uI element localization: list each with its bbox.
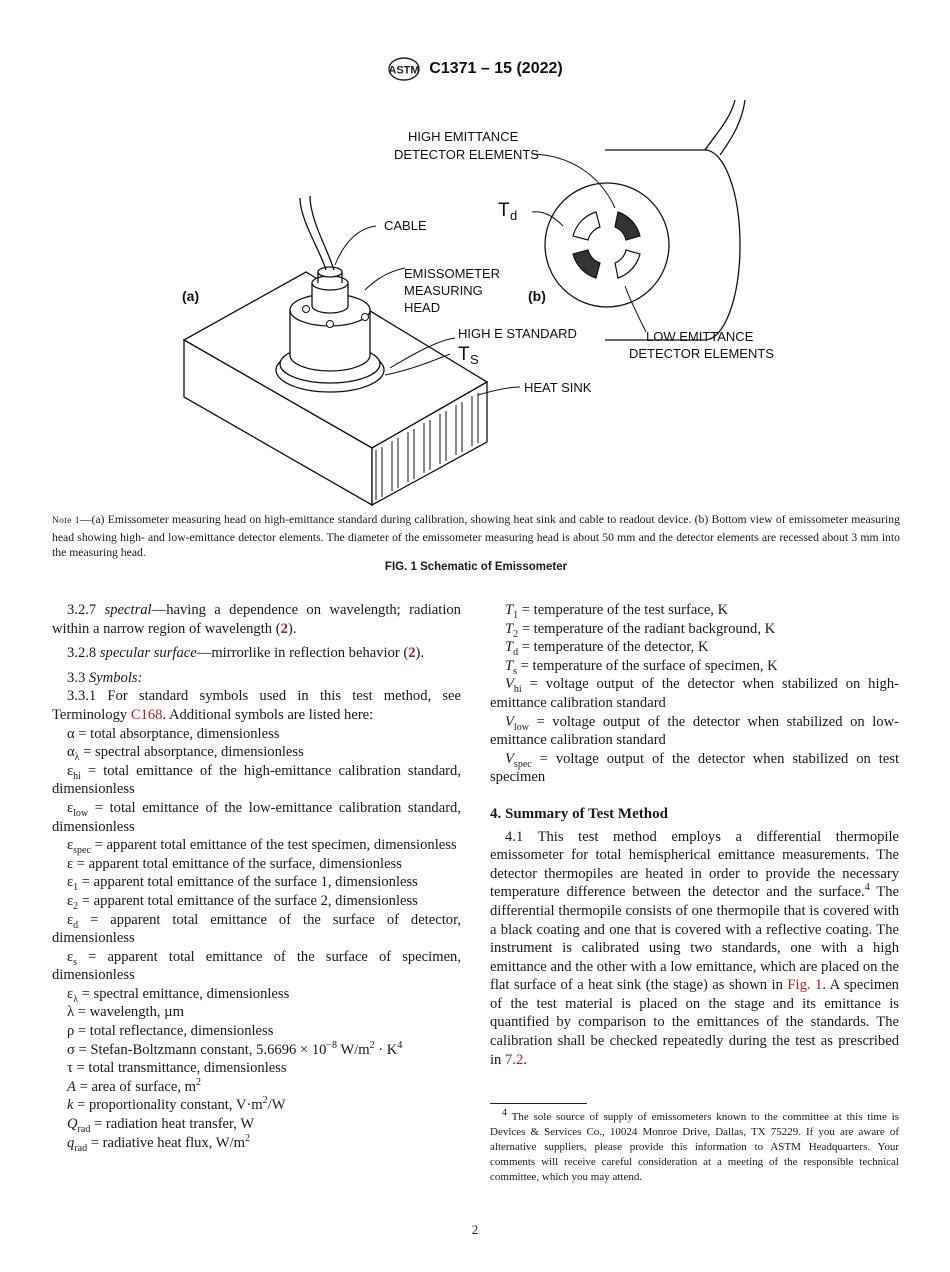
symbol-lambda: λ = wavelength, µm: [67, 1004, 184, 1021]
footnote-rule: [490, 1103, 587, 1104]
symbol-tau: τ = total transmittance, dimensionless: [67, 1060, 287, 1077]
section-4-1: 4.1 This test method employs a differential thermopile emissometer for total hemispherical emittance measurements. The detector thermopiles are heated in order to provide the necessary temperature difference between the detector and the surface.$^4$ The differential thermopile consists of one thermopile that is covered with a black coating and one that is covered with a reflective coating. The instrument is calibrated using two standards, one with a high emittance and the other with a low emittance, which are placed on the flat surface of a heat sink (the stage) as shown in Fig. 1. A specimen of the test material is placed on the stage and its emittance is quantified by comparison to the emittances of the standards. The calibration shall be checked repeatedly during the test as prescribed in 7.2.: [490, 828, 900, 1068]
symbol-eps-s: $\varepsilon_s$ = apparent total emittance of the surface of specimen, dimensionless: [52, 948, 461, 984]
symbol-Td: $T_d$ = temperature of the detector, K: [505, 639, 709, 659]
symbol-eps-low: $\varepsilon_{low}$ = total emittance of the low-emittance calibration standard, dimensionless: [52, 799, 461, 835]
symbol-T2: $T_2$ = temperature of the radiant background, K: [505, 620, 776, 640]
figure-note: [52, 512, 900, 561]
cable-drawing: [300, 196, 334, 270]
reference-link[interactable]: 2: [408, 645, 416, 662]
emissometer-label-3: HEAD: [404, 300, 441, 315]
note-text: —(a) Emissometer measuring head on high-emittance standard during calibration, showing heat sink and cable to readout device. (b) Bottom view of emissometer measuring head showing high- and low-emittance detector elements. The diameter of the emissometer measuring head is about 50 mm and the detector elements are recessed about 3 mm into the measuring head.: [52, 513, 900, 560]
symbol-eps-d: $\varepsilon_d$ = apparent total emittance of the surface of detector, dimensionless: [52, 911, 461, 947]
reference-link[interactable]: 2: [280, 620, 288, 637]
bottom-view-drawing: [545, 100, 745, 340]
symbol-eps-spec: $\varepsilon_{spec}$ = apparent total emittance of the test specimen, dimensionless: [67, 837, 457, 857]
page-number: 2: [471, 1222, 479, 1237]
symbol-k: k = proportionality constant, $V\cdot m^2/W$: [67, 1095, 286, 1114]
section-3-3: 3.3 Symbols:: [67, 669, 143, 686]
emissometer-label-2: MEASURING: [404, 283, 483, 298]
svg-text:ASTM: ASTM: [388, 64, 420, 77]
fig-1-link[interactable]: Fig. 1: [787, 977, 823, 994]
section-3-2-7: 3.2.7 spectral—having a dependence on wavelength; radiation within a narrow region of wavelength (2).: [52, 602, 461, 637]
symbol-eps-2: $\varepsilon_2$ = apparent total emittance of the surface 2, dimensionless: [67, 892, 418, 912]
section-4-heading: 4. Summary of Test Method: [490, 805, 668, 822]
symbol-q-rad: $q_{rad}$ = radiative heat flux, $W/m^2$: [67, 1132, 250, 1154]
symbol-Q-rad: $Q_{rad}$ = radiation heat transfer, W: [67, 1116, 255, 1135]
figure-caption: FIG. 1 Schematic of Emissometer: [384, 561, 568, 573]
left-column: [52, 601, 461, 1152]
c168-link[interactable]: C168: [130, 706, 163, 723]
section-7-2-link[interactable]: 7.2: [505, 1051, 524, 1068]
td-label: T: [498, 200, 510, 221]
symbol-eps-1: $\varepsilon_1$ = apparent total emittance of the surface 1, dimensionless: [67, 874, 418, 894]
symbol-rho: ρ = total reflectance, dimensionless: [67, 1023, 274, 1040]
symbol-Ts: $T_s$ = temperature of the surface of specimen, K: [505, 657, 778, 677]
high-emittance-label-1: HIGH EMITTANCE: [408, 129, 519, 144]
page-header: [0, 56, 950, 82]
symbol-V-hi: $V_{hi}$ = voltage output of the detector when stabilized on high-emittance calibration standard: [490, 676, 899, 711]
footnote-ref: 4: [864, 882, 870, 894]
symbol-sigma: σ = Stefan-Boltzmann constant, $5.6696 \times 10^{-8}$ $W/m^2 \cdot K^4$: [67, 1039, 403, 1058]
cable-label: CABLE: [384, 218, 427, 233]
high-e-standard-label: HIGH E STANDARD: [458, 326, 577, 341]
standard-designation: C1371 – 15 (2022): [429, 60, 563, 77]
symbol-T1: $T_1$ = temperature of the test surface, K: [505, 602, 729, 621]
low-emittance-label-2: DETECTOR ELEMENTS: [629, 346, 774, 361]
section-3-2-8: 3.2.8 specular surface—mirrorlike in reflection behavior (2).: [67, 645, 425, 662]
high-emittance-label-2: DETECTOR ELEMENTS: [394, 147, 539, 162]
symbol-eps-hi: $\varepsilon_{hi}$ = total emittance of the high-emittance calibration standard, dimensionless: [52, 762, 461, 798]
symbol-eps: ε = apparent total emittance of the surface, dimensionless: [67, 855, 402, 872]
symbol-V-low: $V_{low}$ = voltage output of the detector when stabilized on low-emittance calibration standard: [490, 713, 899, 749]
astm-logo-icon: [387, 56, 421, 82]
heat-sink-label: HEAT SINK: [524, 380, 592, 395]
symbol-eps-lambda: $\varepsilon_\lambda$ = spectral emittance, dimensionless: [67, 985, 290, 1005]
footnote-4: $^4$ The sole source of supply of emissometers known to the committee at this time is Devices & Services Co., 10024 Monroe Drive, Dallas, TX 75229. If you are aware of alternative suppliers, please provide this information to ASTM Headquarters. Your comments will receive careful consideration at a meeting of the responsible technical committee, which you may attend.: [490, 1107, 899, 1184]
panel-b-label: (b): [528, 288, 546, 304]
right-column: [490, 601, 899, 1185]
emissometer-schematic-figure: [160, 100, 800, 510]
ts-label: T: [458, 344, 470, 365]
panel-a-label: (a): [182, 288, 200, 304]
td-subscript: d: [510, 208, 518, 223]
symbol-alpha: α = total absorptance, dimensionless: [67, 725, 280, 742]
low-emittance-label-1: LOW EMITTANCE: [646, 329, 754, 344]
symbol-alpha-lambda: $\alpha_\lambda$ = spectral absorptance, dimensionless: [67, 744, 304, 764]
emissometer-label-1: EMISSOMETER: [404, 266, 501, 281]
symbol-V-spec: $V_{spec}$ = voltage output of the detector when stabilized on test specimen: [490, 750, 899, 786]
symbol-A: A = area of surface, $m^2$: [67, 1076, 201, 1095]
note-label: Note 1: [52, 516, 80, 526]
section-3-3-1: 3.3.1 For standard symbols used in this test method, see Terminology C168. Additional symbols are listed here:: [52, 688, 461, 723]
ts-subscript: S: [470, 352, 479, 367]
